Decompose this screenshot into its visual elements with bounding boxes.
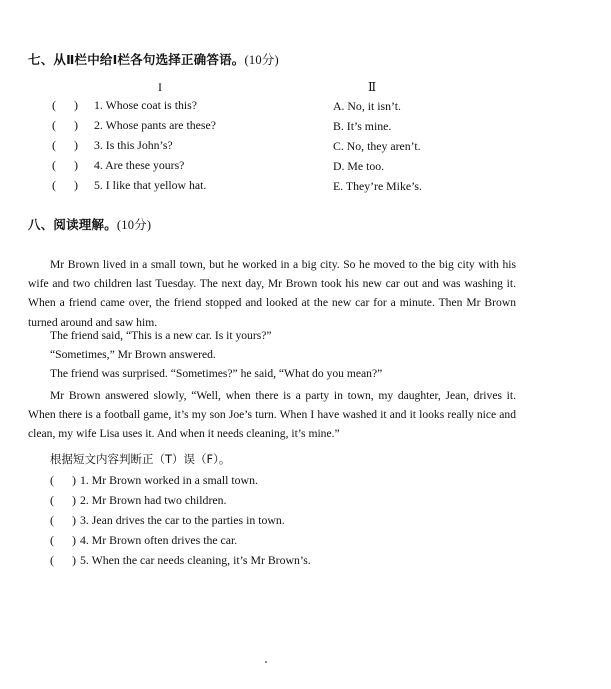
answer-option: B. It’s mine. xyxy=(333,119,392,133)
scan-speck xyxy=(265,661,267,663)
tf-statement: 4. Mr Brown often drives the car. xyxy=(80,533,238,547)
question-item: 5. I like that yellow hat. xyxy=(94,178,207,192)
question-item: 3. Is this John’s? xyxy=(94,138,173,152)
tf-answer-blank[interactable]: ( ) xyxy=(50,513,76,527)
answer-blank[interactable]: ( ) xyxy=(52,178,78,192)
tf-answer-blank[interactable]: ( ) xyxy=(50,473,76,487)
tf-statement: 2. Mr Brown had two children. xyxy=(80,493,227,507)
passage-paragraph-1: Mr Brown lived in a small town, but he worked in a big city. So he moved to the big city with his wife and two children last Tuesday. The next day, Mr Brown took his new car out and was washing it. When a friend came over, the friend stopped and looked at the new car for a minute. Then Mr Brown turned around and saw him. xyxy=(28,258,516,329)
question-item: 1. Whose coat is this? xyxy=(94,98,197,112)
passage-paragraph-2: The friend said, “This is a new car. Is it yours?” xyxy=(50,329,272,342)
passage-paragraph-5: Mr Brown answered slowly, “Well, when there is a party in town, my daughter, Jean, drives it. When there is a football game, it’s my son Joe’s turn. When I have washed it and it looks really nice and clean, my wife Lisa uses it. And when it needs cleaning, it’s mine.” xyxy=(28,389,516,441)
tf-statement: 5. When the car needs cleaning, it’s Mr Brown’s. xyxy=(80,553,311,567)
tf-instruction: 根据短文内容判断正（T）误（F）。 xyxy=(50,452,231,466)
tf-statement: 1. Mr Brown worked in a small town. xyxy=(80,473,258,487)
column-2-header: Ⅱ xyxy=(368,80,377,94)
tf-statement: 3. Jean drives the car to the parties in town. xyxy=(80,513,285,527)
column-1-header: I xyxy=(158,80,162,94)
section7-title xyxy=(28,50,279,68)
tf-answer-blank[interactable]: ( ) xyxy=(50,493,76,507)
section8-points: (10分) xyxy=(116,218,152,232)
section8-title-text: 八、阅读理解。 xyxy=(28,217,117,232)
answer-blank[interactable]: ( ) xyxy=(52,98,78,112)
tf-answer-blank[interactable]: ( ) xyxy=(50,553,76,567)
question-item: 4. Are these yours? xyxy=(94,158,185,172)
question-item: 2. Whose pants are these? xyxy=(94,118,216,132)
section7-title-text: 七、从Ⅱ栏中给Ⅰ栏各句选择正确答语。 xyxy=(28,52,245,67)
answer-option: E. They’re Mike’s. xyxy=(333,179,422,193)
answer-blank[interactable]: ( ) xyxy=(52,158,78,172)
passage-paragraph-4: The friend was surprised. “Sometimes?” he said, “What do you mean?” xyxy=(50,367,383,380)
passage-paragraph-3: “Sometimes,” Mr Brown answered. xyxy=(50,348,216,361)
section8-title xyxy=(28,215,151,233)
answer-option: A. No, it isn’t. xyxy=(333,99,401,113)
tf-answer-blank[interactable]: ( ) xyxy=(50,533,76,547)
answer-blank[interactable]: ( ) xyxy=(52,138,78,152)
answer-option: D. Me too. xyxy=(333,159,385,173)
section7-points: (10分) xyxy=(244,53,279,67)
answer-option: C. No, they aren’t. xyxy=(333,139,421,153)
answer-blank[interactable]: ( ) xyxy=(52,118,78,132)
